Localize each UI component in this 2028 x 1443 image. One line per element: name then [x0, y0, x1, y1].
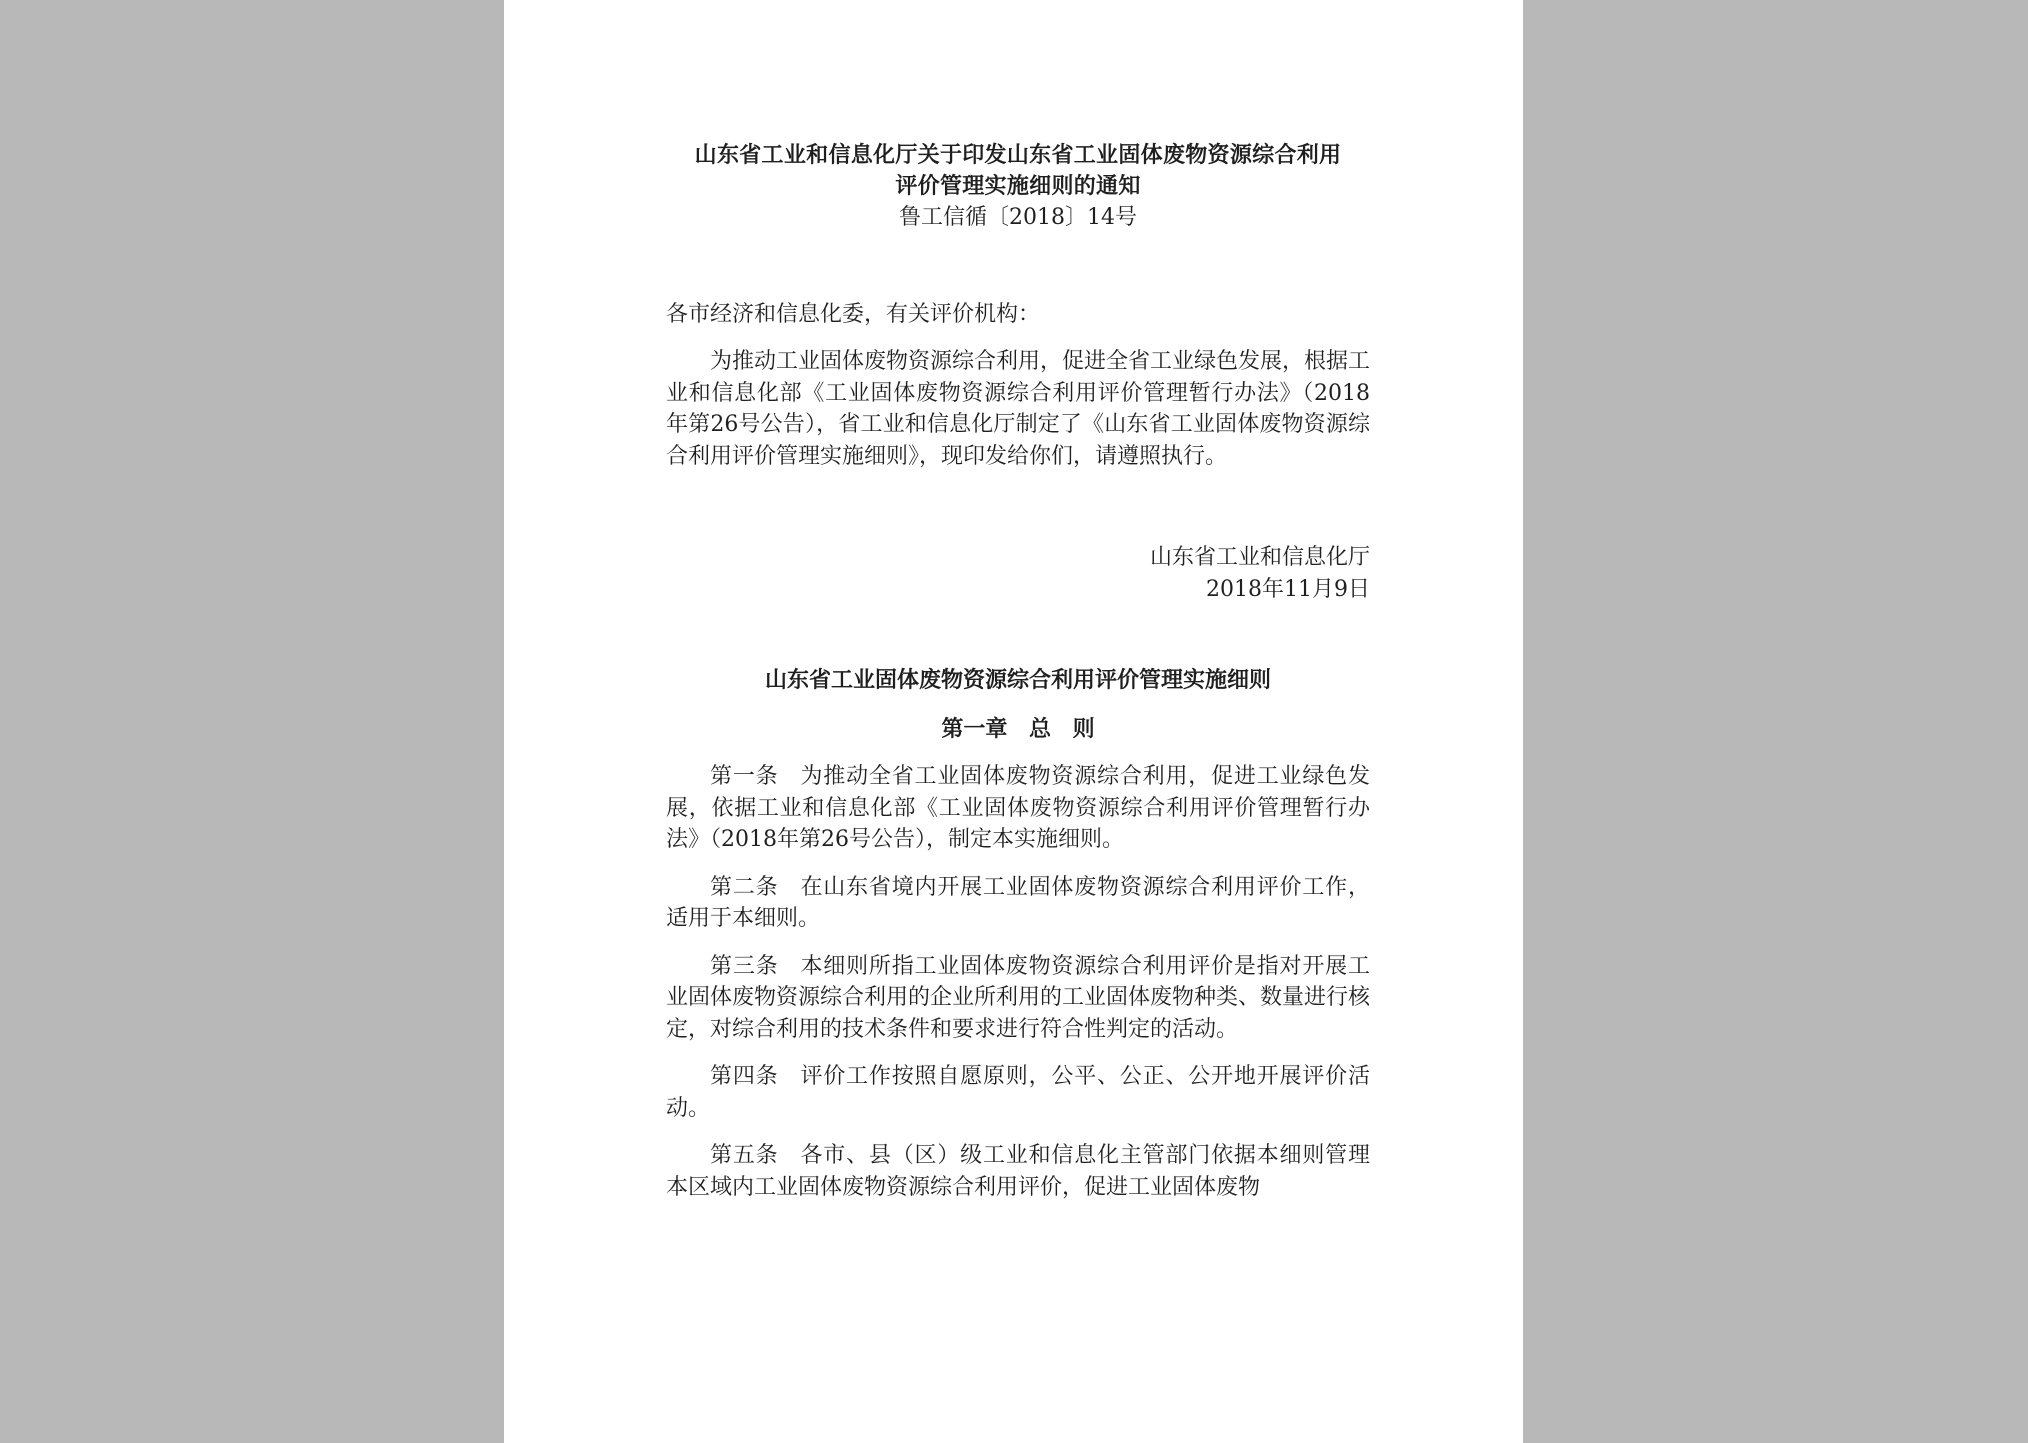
article-text: 为推动全省工业固体废物资源综合利用，促进工业绿色发展，依据工业和信息化部《工业固体废物资源综合利用评价管理暂行办法》（2018年第26号公告），制定本实施细则。 — [666, 764, 1370, 852]
article-4 — [666, 1061, 1370, 1124]
document-content — [666, 140, 1370, 1203]
signature-block — [666, 542, 1370, 605]
article-2 — [666, 872, 1370, 935]
article-number: 第一条 — [710, 764, 779, 789]
chapter-heading: 第一章 总 则 — [941, 716, 1095, 742]
article-text: 各市、县（区）级工业和信息化主管部门依据本细则管理本区域内工业固体废物资源综合利用评价，促进工业固体废物 — [666, 1143, 1370, 1200]
salutation: 各市经济和信息化委，有关评价机构： — [666, 302, 1041, 327]
article-number: 第五条 — [710, 1143, 779, 1168]
article-3 — [666, 951, 1370, 1046]
notice-title — [666, 140, 1370, 202]
article-number: 第三条 — [710, 953, 779, 979]
article-5 — [666, 1140, 1370, 1203]
issue-date: 2018年11月9日 — [1206, 576, 1370, 602]
article-text: 评价工作按照自愿原则，公平、公正、公开地开展评价活动。 — [666, 1064, 1370, 1121]
article-text: 在山东省境内开展工业固体废物资源综合利用评价工作，适用于本细则。 — [666, 874, 1370, 931]
article-text: 本细则所指工业固体废物资源综合利用评价是指对开展工业固体废物资源综合利用的企业所利用的工业固体废物种类、数量进行核定，对综合利用的技术条件和要求进行符合性判定的活动。 — [666, 953, 1371, 1042]
document-page — [504, 0, 1523, 1443]
rules-title: 山东省工业固体废物资源综合利用评价管理实施细则 — [764, 667, 1271, 693]
article-1 — [666, 761, 1370, 856]
notice-title-line1: 山东省工业和信息化厅关于印发山东省工业固体废物资源综合利用 — [694, 142, 1342, 168]
document-number: 鲁工信循〔2018〕14号 — [899, 205, 1137, 230]
article-number: 第二条 — [710, 874, 779, 900]
article-number: 第四条 — [710, 1064, 779, 1089]
notice-body: 为推动工业固体废物资源综合利用，促进全省工业绿色发展，根据工业和信息化部《工业固体废物资源综合利用评价管理暂行办法》（2018年第26号公告），省工业和信息化厅制定了《山东省工业固体废物资源综合利用评价管理实施细则》，现印发给你们，请遵照执行。 — [666, 349, 1371, 469]
issuer: 山东省工业和信息化厅 — [1149, 545, 1370, 570]
notice-title-line2: 评价管理实施细则的通知 — [895, 173, 1141, 199]
